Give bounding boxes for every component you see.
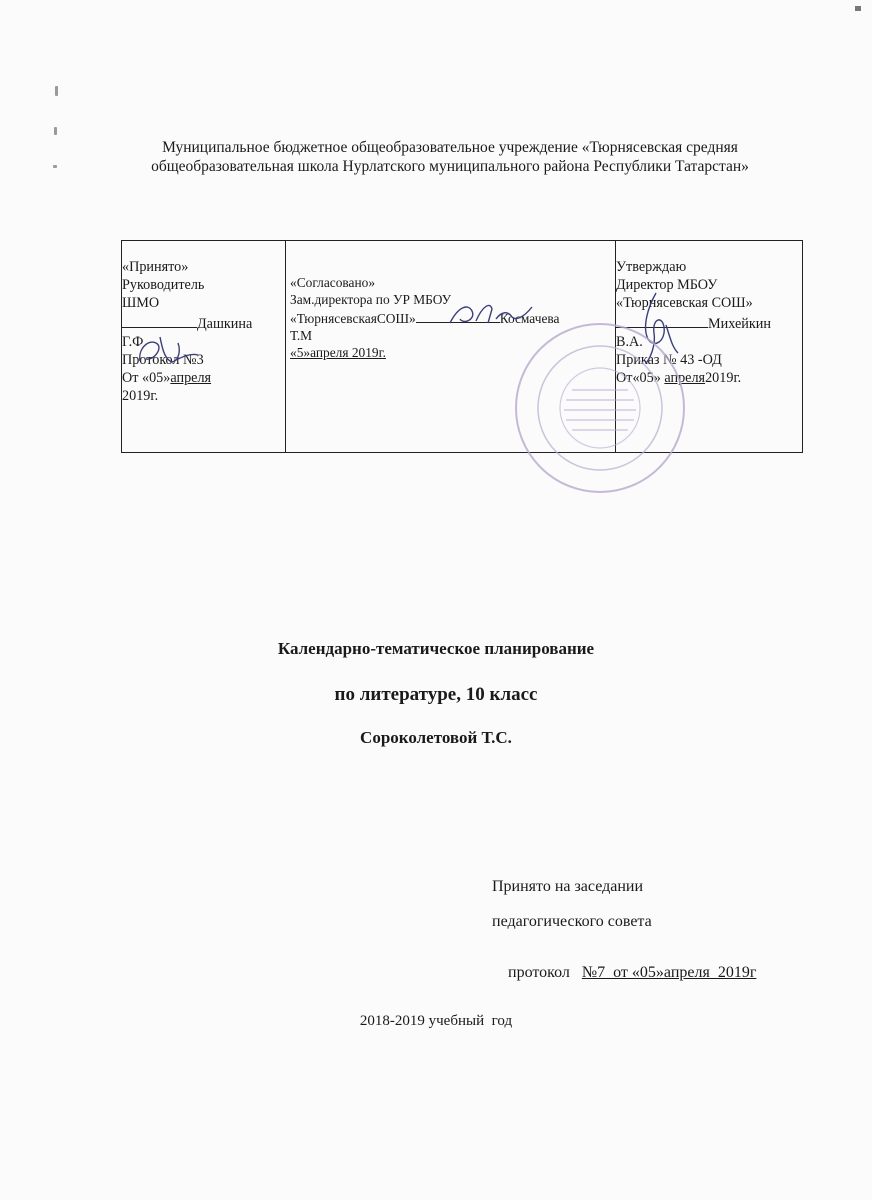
council-line-1: Принято на заседании <box>492 878 644 895</box>
accepted-date-month: апреля <box>170 370 212 387</box>
document-author: Сороколетовой Т.С. <box>360 728 512 747</box>
academic-year: 2018-2019 учебный год <box>359 1013 513 1029</box>
signature-icon <box>134 331 204 369</box>
accepted-protocol: Протокол №3 <box>122 352 204 369</box>
agreed-role: Зам.директора по УР МБОУ <box>290 292 452 307</box>
approval-table <box>121 240 803 453</box>
accepted-unit: ШМО <box>122 295 160 312</box>
approved-date-prefix: От«05» <box>616 370 665 387</box>
agreed-school: «ТюрнясевскаяСОШ» <box>290 311 416 326</box>
agreed-initials: Т.М <box>290 328 313 343</box>
council-line-2: педагогического совета <box>492 913 652 930</box>
approved-heading: Утверждаю <box>616 259 687 275</box>
accepted-initials: Г.Ф <box>122 333 144 350</box>
accepted-signature-line <box>122 313 285 333</box>
organization-header <box>60 138 840 176</box>
signature-blank <box>122 313 197 328</box>
scan-artifact <box>855 6 861 11</box>
accepted-name: Дашкина <box>197 315 253 332</box>
accepted-role: Руководитель <box>122 277 205 294</box>
org-line-2: общеобразовательная школа Нурлатского муниципального района Республики Татарстан» <box>151 158 749 175</box>
council-protocol-number: №7 от «05»апреля 2019г <box>581 964 757 981</box>
accepted-date <box>122 369 285 387</box>
school-stamp-icon <box>510 318 690 498</box>
approved-initials: В.А. <box>616 333 643 350</box>
accepted-date-prefix: От «05» <box>122 370 171 387</box>
approved-date-suffix: 2019г. <box>705 370 742 387</box>
binder-hole-mark <box>54 127 57 135</box>
accepted-year: 2019г. <box>122 388 159 405</box>
agreed-heading: «Согласовано» <box>290 275 376 290</box>
agreed-date: «5»апреля 2019г. <box>290 345 386 360</box>
document-title: Календарно-тематическое планирование <box>277 639 595 658</box>
approved-date-month: апреля <box>664 370 706 387</box>
agreed-name: Космачева <box>499 311 560 326</box>
council-line-3 <box>492 946 756 1000</box>
org-line-1: Муниципальное бюджетное общеобразовательное учреждение «Тюрнясевская средняя <box>162 139 738 156</box>
council-protocol-label: протокол <box>508 964 582 981</box>
document-subject: по литературе, 10 класс <box>334 684 538 705</box>
accepted-column <box>122 241 286 452</box>
approved-school: «Тюрнясевская СОШ» <box>616 295 753 312</box>
approved-role: Директор МБОУ <box>616 277 718 294</box>
binder-hole-mark <box>53 165 57 168</box>
approved-order: Приказ № 43 -ОД <box>616 352 722 369</box>
approved-name: Михейкин <box>708 315 771 332</box>
accepted-heading: «Принято» <box>122 259 189 275</box>
binder-hole-mark <box>55 86 58 96</box>
